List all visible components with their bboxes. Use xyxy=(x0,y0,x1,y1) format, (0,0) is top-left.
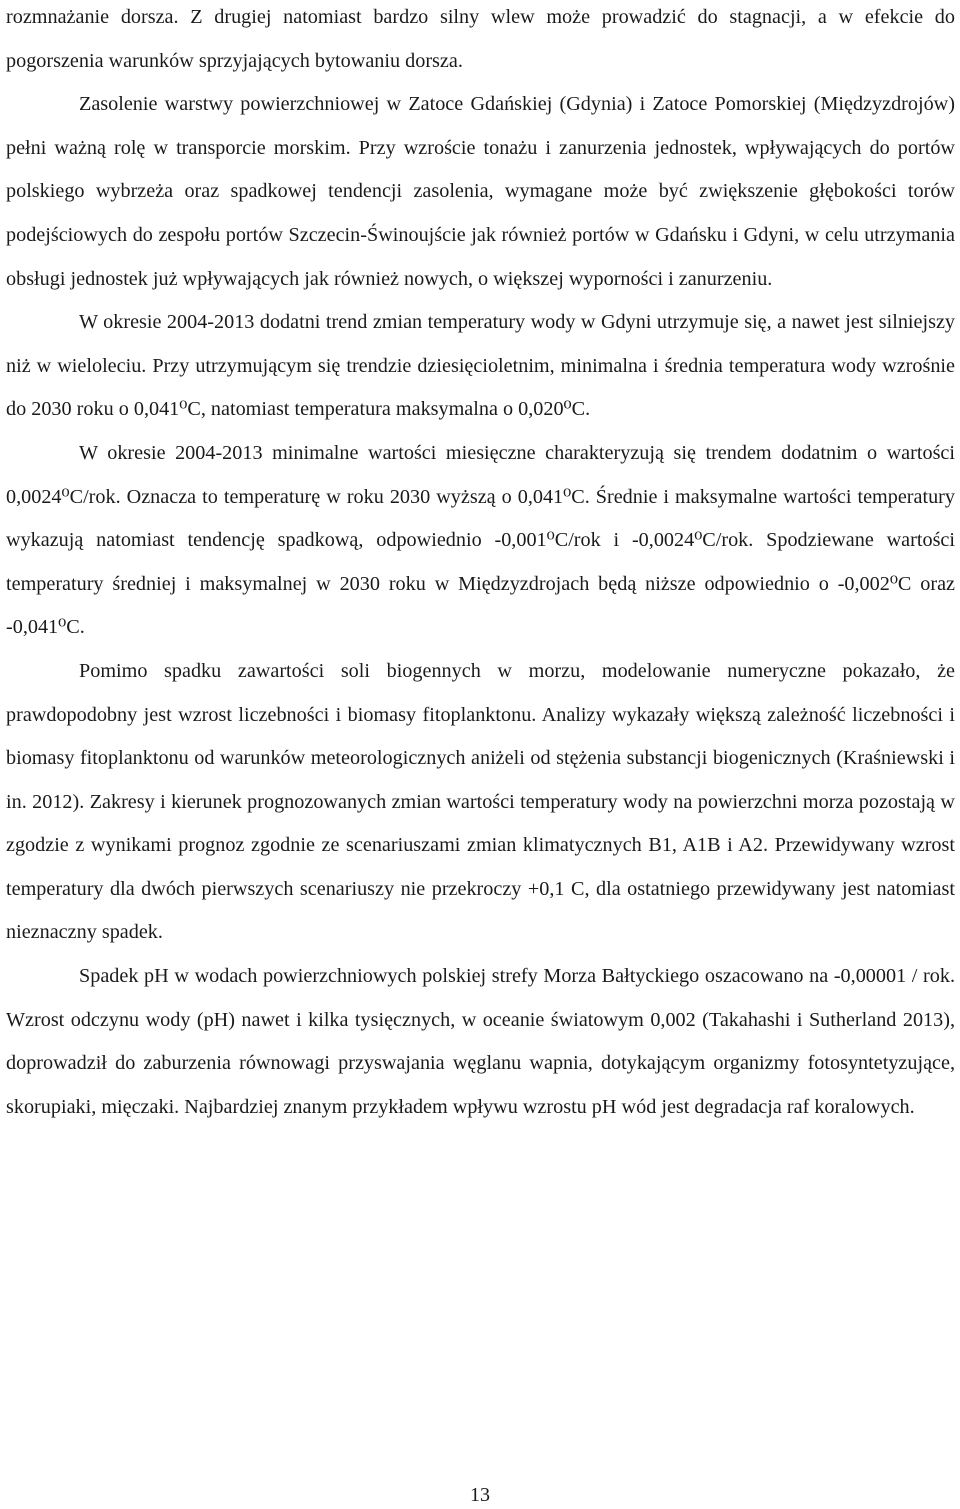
paragraph-phytoplankton: Pomimo spadku zawartości soli biogennych w morzu, modelowanie numeryczne pokazało, że prawdopodobny jest wzrost liczebności i biomasy fitoplanktonu. Analizy wykazały większą zależność liczebności i biomasy fitoplanktonu od warunków meteorologicznych aniżeli od stężenia substancji biogenicznych (Kraśniewski i in. 2012). Zakresy i kierunek prognozowanych zmian wartości temperatury wody na powierzchni morza pozostają w zgodzie z wynikami prognoz zgodnie ze scenariuszami zmian klimatycznych B1, A1B i A2. Przewidywany wzrost temperatury dla dwóch pierwszych scenariuszy nie przekroczy +0,1 C, dla ostatniego przewidywany jest natomiast nieznaczny spadek. xyxy=(6,659,955,944)
paragraph-temperature-gdynia: W okresie 2004-2013 dodatni trend zmian temperatury wody w Gdyni utrzymuje się, a nawet jest silniejszy niż w wieloleciu. Przy utrzymującym się trendzie dziesięcioletnim, minimalna i średnia temperatura wody wzrośnie do 2030 roku o 0,041⁰C, natomiast temperatura maksymalna o 0,020⁰C. xyxy=(6,311,955,421)
paragraph-ph: Spadek pH w wodach powierzchniowych polskiej strefy Morza Bałtyckiego oszacowano na -0,00001 / rok. Wzrost odczynu wody (pH) nawet i kilka tysięcznych, w oceanie światowym 0,002 (Takahashi i Sutherland 2013), doprowadził do zaburzenia równowagi przyswajania węglanu wapnia, dotykającym organizmy fotosyntetyzujące, skorupiaki, mięczaki. Najbardziej znanym przykładem wpływu wzrostu pH wód jest degradacja raf koralowych. xyxy=(6,965,955,1118)
paragraph-salinity: Zasolenie warstwy powierzchniowej w Zatoce Gdańskiej (Gdynia) i Zatoce Pomorskiej (Międzyzdrojów) pełni ważną rolę w transporcie morskim. Przy wzroście tonażu i zanurzenia jednostek, wpływających do portów polskiego wybrzeża oraz spadkowej tendencji zasolenia, wymagane może być zwiększenie głębokości torów podejściowych do zespołu portów Szczecin-Świnoujście jak również portów w Gdańsku i Gdyni, w celu utrzymania obsługi jednostek już wpływających jak również nowych, o większej wyporności i zanurzeniu. xyxy=(6,93,955,290)
page-number: 13 xyxy=(470,1484,490,1506)
paragraph-continuation: rozmnażanie dorsza. Z drugiej natomiast bardzo silny wlew może prowadzić do stagnacji, a w efekcie do pogorszenia warunków sprzyjających bytowaniu dorsza. xyxy=(6,6,955,72)
paragraph-temperature-monthly: W okresie 2004-2013 minimalne wartości miesięczne charakteryzują się trendem dodatnim o wartości 0,0024⁰C/rok. Oznacza to temperaturę w roku 2030 wyższą o 0,041⁰C. Średnie i maksymalne wartości temperatury wykazują natomiast tendencję spadkową, odpowiednio -0,001⁰C/rok i -0,0024⁰C/rok. Spodziewane wartości temperatury średniej i maksymalnej w 2030 roku w Międzyzdrojach będą niższe odpowiednio o -0,002⁰C oraz -0,041⁰C. xyxy=(6,441,955,639)
document-page xyxy=(6,4,955,1129)
